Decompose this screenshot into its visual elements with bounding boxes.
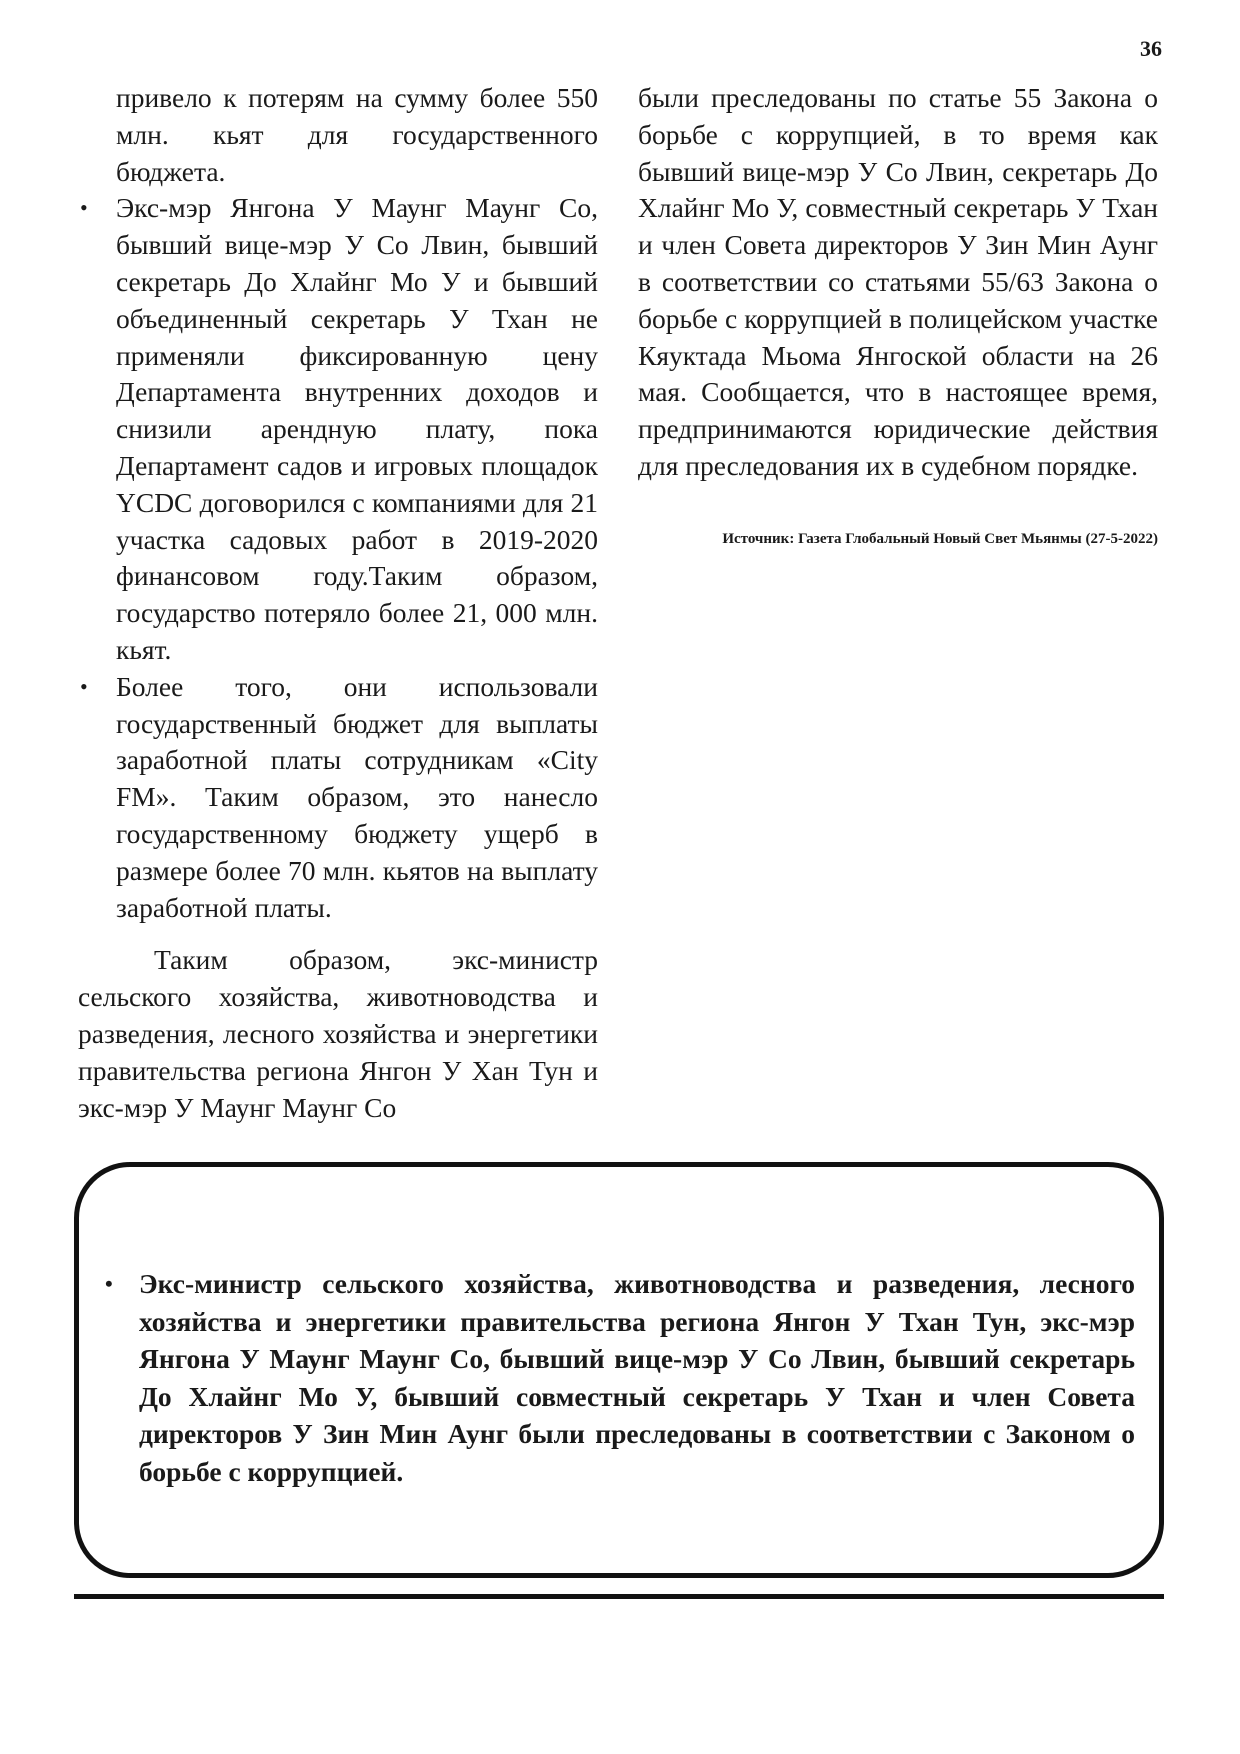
right-column [638, 80, 1158, 549]
left-bullet-list [78, 190, 598, 926]
list-item-text: Экс-мэр Янгона У Маунг Маунг Со, бывший вице-мэр У Со Лвин, бывший секретарь До Хлайнг Мо У и бывший объединенный секретарь У Тхан не применяли фиксированную цену Департамента внутренних доходов и снизили арендную плату, пока Департамент садов и игровых площадок YCDC договорился с компаниями для 21 участка садовых работ в 2019-2020 финансовом году.Таким образом, государство потеряло более 21, 000 млн. кьят. [116, 192, 598, 665]
list-item [103, 1265, 1135, 1490]
body-paragraph: Таким образом, экс-министр сельского хозяйства, животноводства и разведения, лесного хозяйства и энергетики правительства региона Янгон У Хан Тун и экс-мэр У Маунг Маунг Со [78, 944, 598, 1123]
bottom-divider [74, 1594, 1164, 1599]
body-paragraph: были преследованы по статье 55 Закона о борьбе с коррупцией, в то время как бывший вице-мэр У Со Лвин, секретарь До Хлайнг Мо У, совместный секретарь У Тхан и член Совета директоров У Зин Мин Аунг в соответствии со статьями 55/63 Закона о борьбе с коррупцией в полицейском участке Кяуктада Мьома Янгоской области на 26 мая. Сообщается, что в настоящее время, предпринимаются юридические действия для преследования их в судебном порядке. [638, 82, 1158, 481]
summary-text: Экс-министр сельского хозяйства, животноводства и разведения, лесного хозяйства и энергетики правительства региона Янгон У Тхан Тун, экс-мэр Янгона У Маунг Маунг Со, бывший вице-мэр У Со Лвин, бывший секретарь До Хлайнг Мо У, бывший совместный секретарь У Тхан и член Совета директоров У Зин Мин Аунг были преследованы в соответствии с Законом о борьбе с коррупцией. [139, 1268, 1135, 1487]
left-column [78, 80, 598, 1126]
summary-box [74, 1162, 1164, 1578]
page-number: 36 [1140, 36, 1162, 61]
list-item [78, 669, 598, 927]
bullet-icon: • [80, 195, 88, 221]
summary-bullet-list [103, 1265, 1135, 1490]
bullet-icon: • [105, 1271, 113, 1296]
list-item-text: Более того, они использовали государственный бюджет для выплаты заработной платы сотрудникам «City FM». Таким образом, это нанесло государственному бюджету ущерб в размере более 70 млн. кьятов на выплату заработной платы. [116, 670, 598, 923]
list-item [78, 190, 598, 668]
bullet-icon: • [80, 673, 88, 699]
source-citation: Источник: Газета Глобальный Новый Свет Мьянмы (27-5-2022) [722, 530, 1158, 547]
continuation-paragraph: привело к потерям на сумму более 550 млн. кьят для государственного бюджета. [116, 82, 598, 187]
